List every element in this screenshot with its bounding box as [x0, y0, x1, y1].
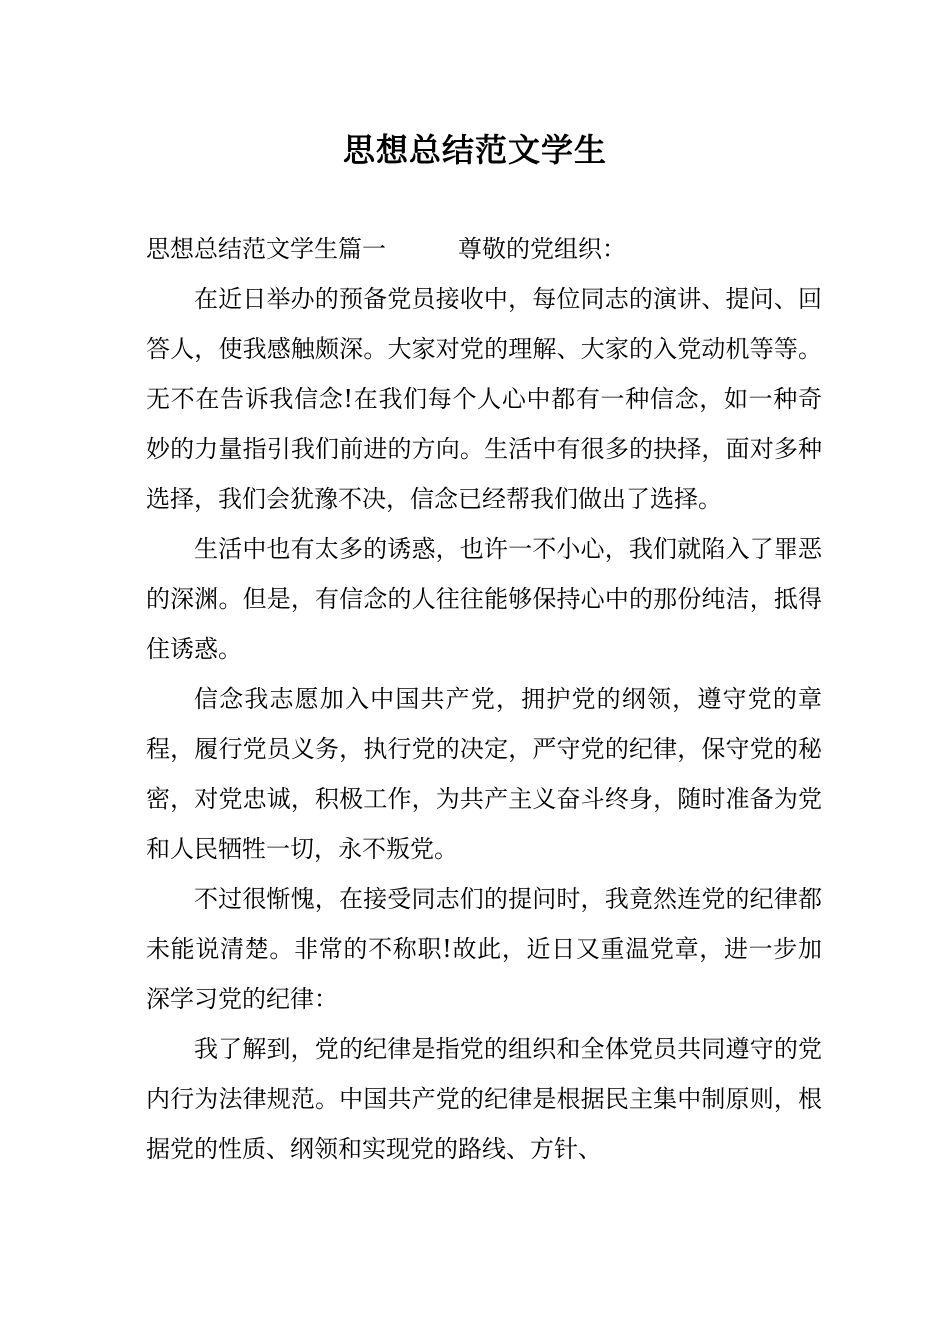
document-title: 思想总结范文学生 [342, 131, 607, 169]
paragraph: 我了解到，党的纪律是指党的组织和全体党员共同遵守的党内行为法律规范。中国共产党的纪律是根据民主集中制原则，根据党的性质、纲领和实现党的路线、方针、 [146, 1035, 822, 1163]
intro-label: 思想总结范文学生篇一 [146, 235, 386, 263]
salutation: 尊敬的党组织： [458, 235, 626, 263]
intro-line [146, 224, 822, 274]
paragraph: 生活中也有太多的诱惑，也许一不小心，我们就陷入了罪恶的深渊。但是，有信念的人往往能够保持心中的那份纯洁，抵得住诱惑。 [146, 535, 822, 663]
paragraph: 不过很惭愧，在接受同志们的提问时，我竟然连党的纪律都未能说清楚。非常的不称职!故此，近日又重温党章，进一步加深学习党的纪律： [146, 885, 822, 1013]
paragraph: 信念我志愿加入中国共产党，拥护党的纲领，遵守党的章程，履行党员义务，执行党的决定，严守党的纪律，保守党的秘密，对党忠诚，积极工作，为共产主义奋斗终身，随时准备为党和人民牺牲一切，永不叛党。 [146, 685, 822, 863]
paragraph: 在近日举办的预备党员接收中，每位同志的演讲、提问、回答人，使我感触颇深。大家对党的理解、大家的入党动机等等。无不在告诉我信念!在我们每个人心中都有一种信念，如一种奇妙的力量指引我们前进的方向。生活中有很多的抉择，面对多种选择，我们会犹豫不决，信念已经帮我们做出了选择。 [146, 285, 822, 513]
document-body [146, 224, 822, 1174]
